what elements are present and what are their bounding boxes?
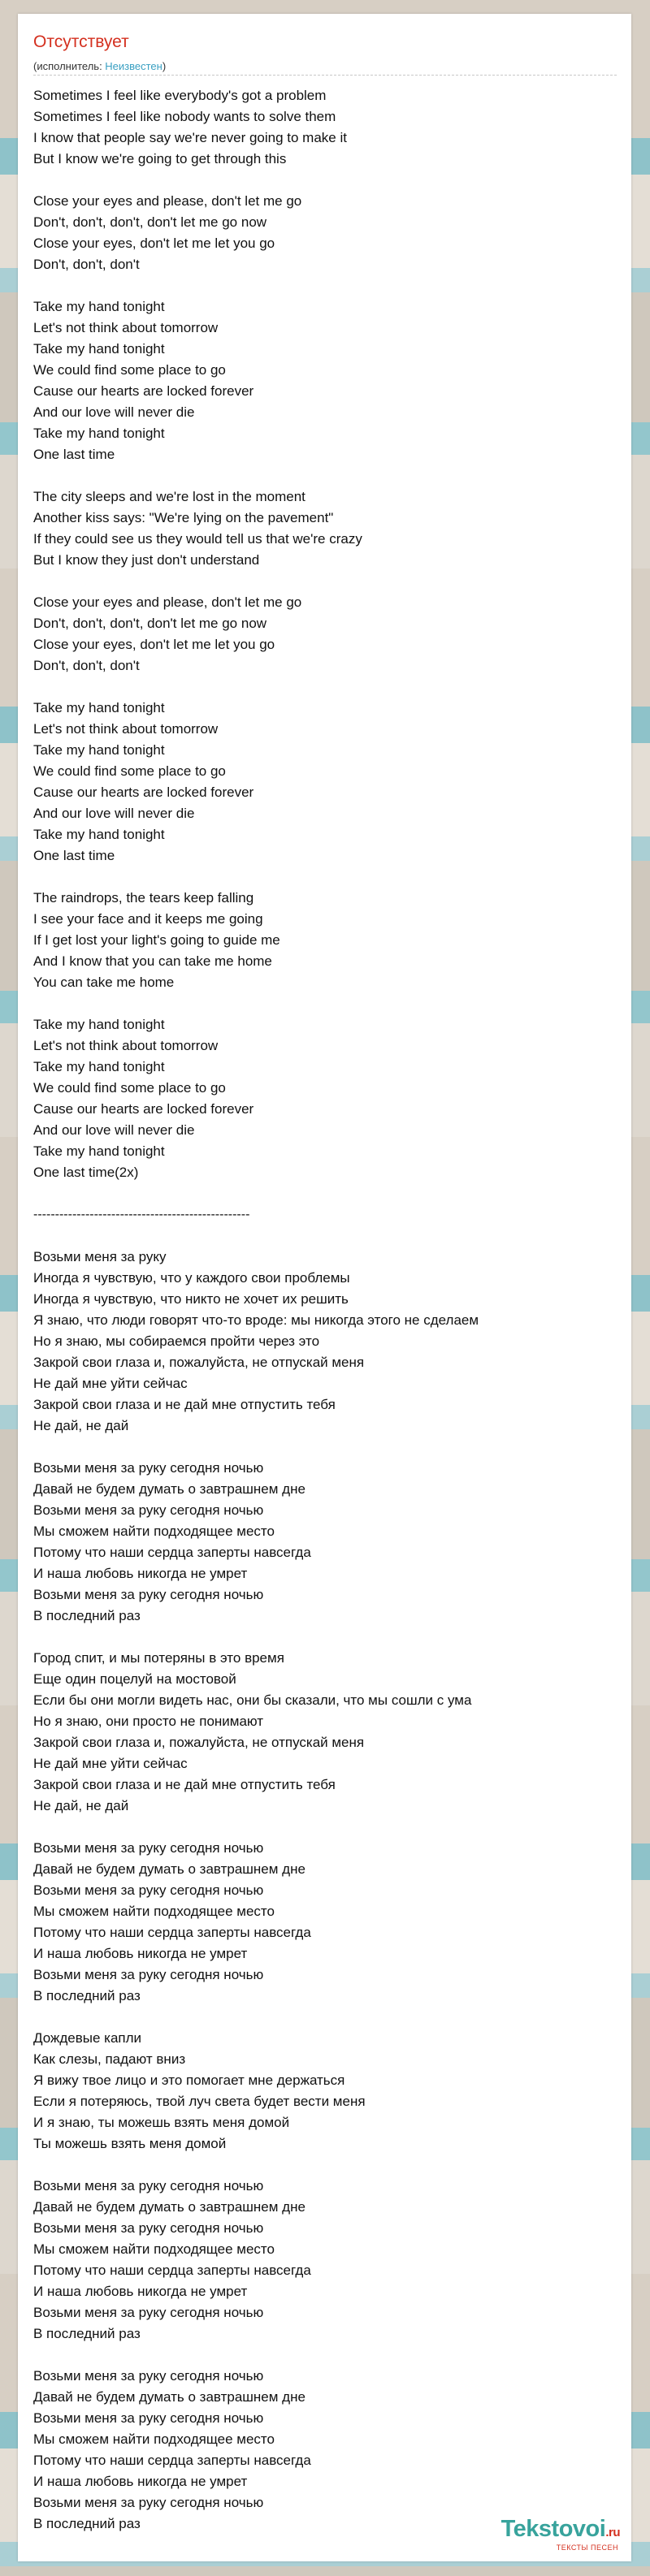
english-stanza (33, 191, 614, 275)
lyric-line: Закрой свои глаза и, пожалуйста, не отпускай меня (33, 1735, 365, 1750)
lyric-line: Cause our hearts are locked forever (33, 1101, 254, 1117)
english-stanza (33, 1014, 614, 1183)
lyric-line: The city sleeps and we're lost in the moment (33, 489, 306, 504)
lyric-line: One last time (33, 848, 115, 863)
lyric-line: Take my hand tonight (33, 827, 165, 842)
lyric-line: Потому что наши сердца заперты навсегда (33, 1925, 311, 1940)
artist-prefix: (исполнитель: (33, 60, 106, 72)
lyric-line: Take my hand tonight (33, 700, 165, 715)
lyric-line: But I know they just don't understand (33, 552, 260, 568)
lyric-line: Don't, don't, don't (33, 257, 140, 272)
lyric-line: Sometimes I feel like nobody wants to solve them (33, 109, 336, 124)
lyric-line: We could find some place to go (33, 362, 226, 378)
lyric-line: И наша любовь никогда не умрет (33, 2474, 248, 2489)
lyric-line: Возьми меня за руку сегодня ночью (33, 1840, 264, 1856)
lyric-line: Don't, don't, don't, don't let me go now (33, 616, 267, 631)
lyric-line: Возьми меня за руку сегодня ночью (33, 1882, 264, 1898)
lyric-line: Возьми меня за руку сегодня ночью (33, 2368, 264, 2384)
lyric-line: But I know we're going to get through this (33, 151, 287, 166)
logo-wordmark (501, 2517, 620, 2545)
song-title: Отсутствует (33, 32, 129, 51)
lyric-line: Закрой свои глаза и не дай мне отпустить тебя (33, 1397, 336, 1412)
english-stanza (33, 85, 614, 170)
lyric-line: Закрой свои глаза и, пожалуйста, не отпускай меня (33, 1355, 365, 1370)
lyric-line: Я знаю, что люди говорят что-то вроде: мы никогда этого не сделаем (33, 1312, 479, 1328)
lyric-line: Не дай, не дай (33, 1798, 129, 1813)
russian-stanza (33, 2028, 614, 2155)
lyric-line: Take my hand tonight (33, 1143, 165, 1159)
lyric-line: Мы сможем найти подходящее место (33, 2241, 275, 2257)
lyric-line: Take my hand tonight (33, 426, 165, 441)
english-stanza (33, 486, 614, 571)
lyric-line: Город спит, и мы потеряны в это время (33, 1650, 284, 1666)
lyric-line: If I get lost your light's going to guide me (33, 932, 280, 948)
lyric-line: Не дай мне уйти сейчас (33, 1756, 188, 1771)
lyric-line: Let's not think about tomorrow (33, 1038, 219, 1053)
lyrics-body (33, 85, 614, 2556)
logo-name: Tekstovoi (500, 2516, 606, 2542)
lyric-line: Take my hand tonight (33, 1059, 165, 1074)
lyric-line: Если я потеряюсь, твой луч света будет вести меня (33, 2094, 366, 2109)
lyric-line: Возьми меня за руку сегодня ночью (33, 1502, 264, 1518)
artist-link[interactable]: Неизвестен (105, 60, 162, 72)
lyric-line: If they could see us they would tell us that we're crazy (33, 531, 362, 547)
lyric-line: Take my hand tonight (33, 299, 165, 314)
lyric-line: В последний раз (33, 1988, 141, 2003)
lyric-line: И наша любовь никогда не умрет (33, 1566, 248, 1581)
lyric-line: Возьми меня за руку сегодня ночью (33, 2220, 264, 2236)
lyric-line: I see your face and it keeps me going (33, 911, 263, 927)
lyric-line: Возьми меня за руку сегодня ночью (33, 2410, 264, 2426)
lyric-line: Но я знаю, мы собираемся пройти через это (33, 1333, 320, 1349)
lyric-line: And our love will never die (33, 404, 195, 420)
lyric-line: Потому что наши сердца заперты навсегда (33, 2453, 311, 2468)
lyric-line: Не дай мне уйти сейчас (33, 1376, 188, 1391)
lyric-line: Cause our hearts are locked forever (33, 383, 254, 399)
translation-separator: -------------------------------------------------- (33, 1208, 250, 1221)
russian-stanza (33, 1648, 614, 1817)
lyric-line: Возьми меня за руку сегодня ночью (33, 2178, 264, 2193)
english-stanza (33, 296, 614, 465)
lyric-line: Sometimes I feel like everybody's got a problem (33, 88, 327, 103)
lyric-line: В последний раз (33, 2516, 141, 2531)
english-stanza (33, 592, 614, 676)
lyric-line: Возьми меня за руку сегодня ночью (33, 1587, 264, 1602)
lyric-line: Иногда я чувствую, что у каждого свои проблемы (33, 1270, 350, 1286)
logo-tld: .ru (605, 2526, 620, 2539)
lyric-line: Мы сможем найти подходящее место (33, 1524, 275, 1539)
lyric-line: Take my hand tonight (33, 742, 165, 758)
lyric-line: You can take me home (33, 975, 175, 990)
russian-stanza (33, 1458, 614, 1627)
lyric-line: Иногда я чувствую, что никто не хочет их решить (33, 1291, 349, 1307)
lyric-line: Close your eyes, don't let me let you go (33, 637, 275, 652)
lyric-line: Мы сможем найти подходящее место (33, 2431, 275, 2447)
lyric-line: Если бы они могли видеть нас, они бы сказали, что мы сошли с ума (33, 1692, 472, 1708)
lyric-line: Не дай, не дай (33, 1418, 129, 1433)
lyric-line: And our love will never die (33, 1122, 195, 1138)
artist-line (33, 58, 617, 76)
lyric-line: Don't, don't, don't (33, 658, 140, 673)
site-logo[interactable] (501, 2517, 620, 2552)
lyric-line: Don't, don't, don't, don't let me go now (33, 214, 267, 230)
russian-stanza (33, 1247, 614, 1437)
lyric-line: Возьми меня за руку сегодня ночью (33, 2495, 264, 2510)
lyric-line: Take my hand tonight (33, 1017, 165, 1032)
lyric-line: Возьми меня за руку (33, 1249, 167, 1264)
lyric-line: Дождевые капли (33, 2030, 142, 2046)
lyric-line: Давай не будем думать о завтрашнем дне (33, 1481, 306, 1497)
lyric-line: And our love will never die (33, 806, 195, 821)
lyric-line: Ты можешь взять меня домой (33, 2136, 227, 2151)
lyric-line: Cause our hearts are locked forever (33, 784, 254, 800)
lyric-line: И наша любовь никогда не умрет (33, 2284, 248, 2299)
russian-stanza (33, 2366, 614, 2535)
lyrics-card (18, 14, 631, 2561)
lyric-line: Еще один поцелуй на мостовой (33, 1671, 236, 1687)
lyric-line: Take my hand tonight (33, 341, 165, 357)
lyric-line: I know that people say we're never going to make it (33, 130, 347, 145)
lyric-line: The raindrops, the tears keep falling (33, 890, 254, 905)
russian-stanza (33, 1838, 614, 2007)
lyric-line: Возьми меня за руку сегодня ночью (33, 1967, 264, 1982)
lyric-line: Но я знаю, они просто не понимают (33, 1714, 264, 1729)
lyric-line: Давай не будем думать о завтрашнем дне (33, 1861, 306, 1877)
artist-suffix: ) (162, 60, 167, 72)
lyric-line: Я вижу твое лицо и это помогает мне держаться (33, 2072, 345, 2088)
lyric-line: One last time (33, 447, 115, 462)
lyric-line: Потому что наши сердца заперты навсегда (33, 2263, 311, 2278)
lyric-line: Давай не будем думать о завтрашнем дне (33, 2199, 306, 2215)
lyric-line: В последний раз (33, 2326, 141, 2341)
lyric-line: Потому что наши сердца заперты навсегда (33, 1545, 311, 1560)
logo-tagline: ТЕКСТЫ ПЕСЕН (556, 2544, 618, 2552)
lyric-line: В последний раз (33, 1608, 141, 1623)
lyric-line: Как слезы, падают вниз (33, 2051, 186, 2067)
lyric-line: Возьми меня за руку сегодня ночью (33, 2305, 264, 2320)
lyric-line: Мы сможем найти подходящее место (33, 1904, 275, 1919)
lyric-line: И я знаю, ты можешь взять меня домой (33, 2115, 290, 2130)
lyric-line: And I know that you can take me home (33, 953, 272, 969)
lyric-line: Close your eyes and please, don't let me go (33, 594, 302, 610)
lyric-line: Close your eyes and please, don't let me go (33, 193, 302, 209)
lyric-line: Давай не будем думать о завтрашнем дне (33, 2389, 306, 2405)
lyric-line: И наша любовь никогда не умрет (33, 1946, 248, 1961)
english-stanza (33, 698, 614, 867)
english-stanza (33, 888, 614, 993)
lyric-line: Возьми меня за руку сегодня ночью (33, 1460, 264, 1476)
lyric-line: We could find some place to go (33, 1080, 226, 1096)
russian-stanza (33, 2176, 614, 2345)
lyric-line: We could find some place to go (33, 763, 226, 779)
lyric-line: Let's not think about tomorrow (33, 320, 219, 335)
lyric-line: One last time(2x) (33, 1165, 139, 1180)
lyric-line: Let's not think about tomorrow (33, 721, 219, 737)
lyric-line: Another kiss says: "We're lying on the pavement" (33, 510, 334, 525)
lyric-line: Close your eyes, don't let me let you go (33, 236, 275, 251)
lyric-line: Закрой свои глаза и не дай мне отпустить тебя (33, 1777, 336, 1792)
